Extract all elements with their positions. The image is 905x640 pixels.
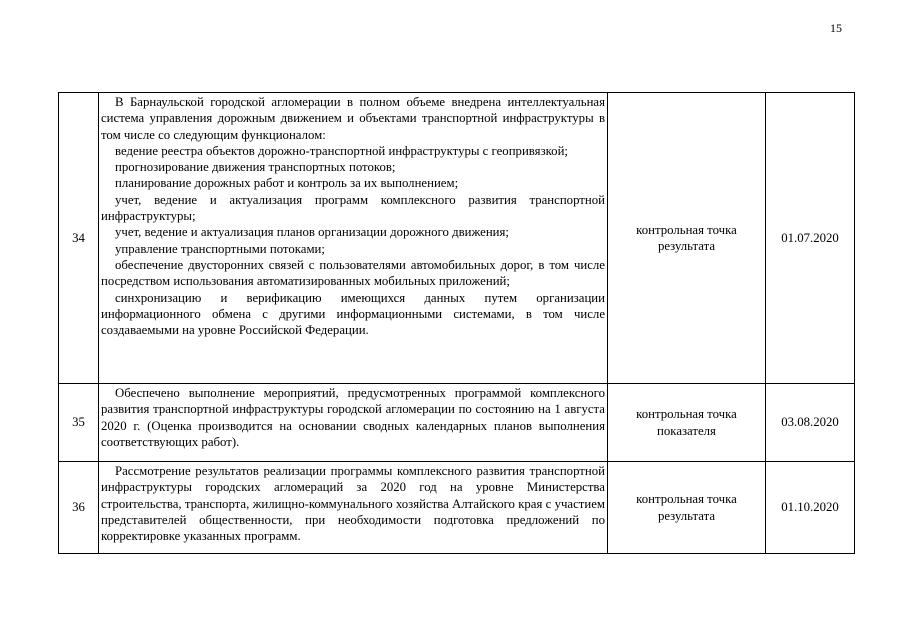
row-description xyxy=(99,384,608,462)
row-description xyxy=(99,462,608,554)
description-paragraph: обеспечение двусторонних связей с пользователями автомобильных дорог, в том числе посредством использования автоматизированных мобильных приложений; xyxy=(101,257,605,289)
description-paragraph: учет, ведение и актуализация программ комплексного развития транспортной инфраструктуры; xyxy=(101,192,605,224)
page-number: 15 xyxy=(830,21,842,35)
row-date: 03.08.2020 xyxy=(766,384,855,462)
table-row xyxy=(59,384,855,462)
milestones-table xyxy=(58,92,855,554)
description-paragraph: В Барнаульской городской агломерации в полном объеме внедрена интеллектуальная система управления дорожным движением и объектами транспортной инфраструктуры в том числе со следующим функционалом: xyxy=(101,95,605,142)
row-date: 01.10.2020 xyxy=(766,462,855,554)
row-type: контрольная точка показателя xyxy=(608,384,766,462)
description-paragraph: Обеспечено выполнение мероприятий, предусмотренных программой комплексного развития транспортной инфраструктуры городской агломерации по состоянию на 1 августа 2020 г. (Оценка производится на основании сводных календарных планов выполнения соответствующих работ). xyxy=(101,386,605,449)
row-number: 36 xyxy=(59,462,99,554)
row-date: 01.07.2020 xyxy=(766,93,855,384)
row-type: контрольная точка результата xyxy=(608,462,766,554)
row-description xyxy=(99,93,608,384)
description-paragraph: Рассмотрение результатов реализации программы комплексного развития транспортной инфраструктуры городских агломераций за 2020 год на уровне Министерства строительства, транспорта, жилищно-коммунального хозяйства Алтайского края с участием представителей общественности, при необходимости подготовка предложений по корректировке указанных программ. xyxy=(101,464,605,544)
row-number: 34 xyxy=(59,93,99,384)
description-paragraph: учет, ведение и актуализация планов организации дорожного движения; xyxy=(115,225,509,240)
description-paragraph: ведение реестра объектов дорожно-транспортной инфраструктуры с геопривязкой; xyxy=(115,143,568,158)
table-row xyxy=(59,462,855,554)
description-paragraph: прогнозирование движения транспортных потоков; xyxy=(115,160,396,175)
description-paragraph: управление транспортными потоками; xyxy=(115,241,325,256)
description-paragraph: синхронизацию и верификацию имеющихся данных путем организации информационного обмена с другими информационными системами, в том числе создаваемыми на уровне Российской Федерации. xyxy=(101,290,605,338)
row-number: 35 xyxy=(59,384,99,462)
description-paragraph: планирование дорожных работ и контроль за их выполнением; xyxy=(115,176,459,191)
row-type: контрольная точка результата xyxy=(608,93,766,384)
table-row xyxy=(59,93,855,384)
